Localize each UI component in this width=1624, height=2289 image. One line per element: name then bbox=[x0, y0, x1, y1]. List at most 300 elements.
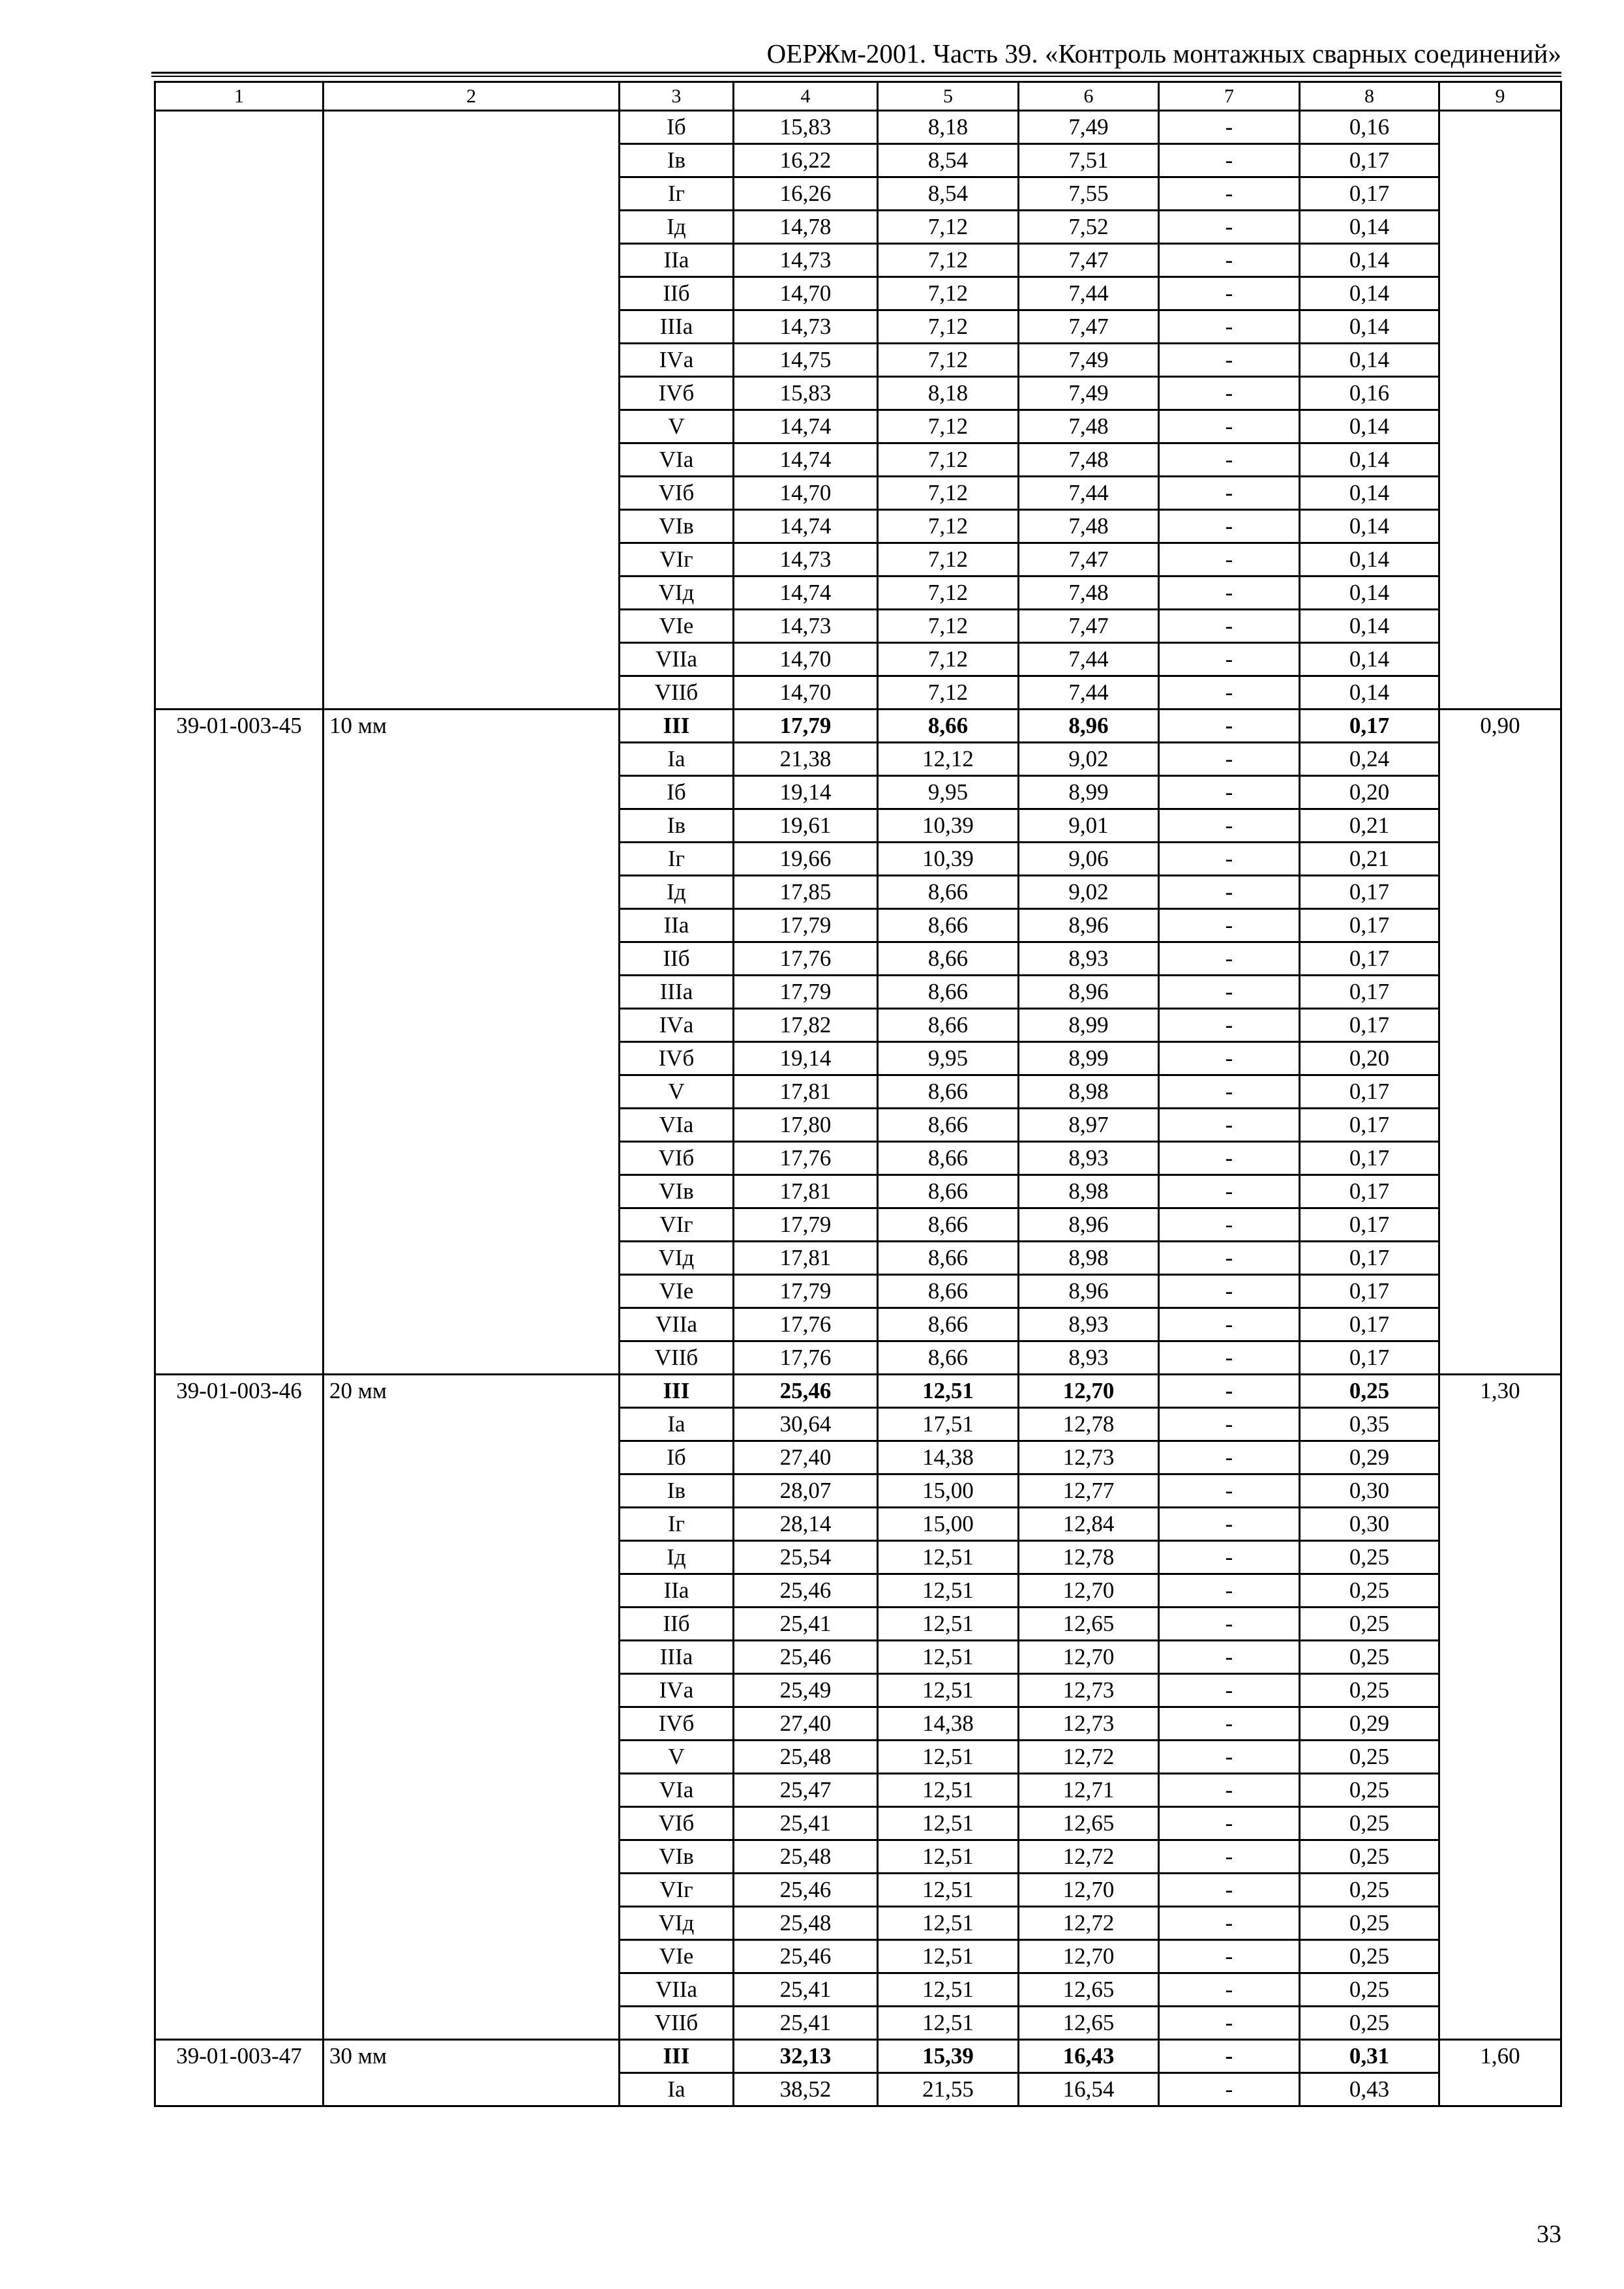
col7-value: - bbox=[1159, 310, 1300, 344]
col4-value: 17,85 bbox=[734, 876, 878, 909]
col4-value: 25,46 bbox=[734, 1641, 878, 1674]
col7-value: - bbox=[1159, 942, 1300, 976]
col5-value: 7,12 bbox=[878, 477, 1019, 510]
category-cell: Iб bbox=[620, 111, 734, 144]
col8-value: 0,14 bbox=[1300, 410, 1439, 443]
category-cell: VIIб bbox=[620, 676, 734, 710]
col7-value: - bbox=[1159, 1142, 1300, 1175]
category-cell: IIIа bbox=[620, 310, 734, 344]
col4-value: 25,54 bbox=[734, 1541, 878, 1574]
category-cell: VIб bbox=[620, 1142, 734, 1175]
category-cell: IIIа bbox=[620, 1641, 734, 1674]
category-cell: IIб bbox=[620, 277, 734, 310]
column-number: 3 bbox=[620, 82, 734, 111]
col8-value: 0,14 bbox=[1300, 443, 1439, 477]
col7-value: - bbox=[1159, 111, 1300, 144]
col7-value: - bbox=[1159, 1242, 1300, 1275]
col8-value: 0,21 bbox=[1300, 843, 1439, 876]
col4-value: 14,78 bbox=[734, 211, 878, 244]
col7-value: - bbox=[1159, 876, 1300, 909]
col5-value: 12,51 bbox=[878, 1641, 1019, 1674]
col6-value: 12,65 bbox=[1019, 1807, 1159, 1840]
category-cell: VIа bbox=[620, 1774, 734, 1807]
col8-value: 0,25 bbox=[1300, 1674, 1439, 1707]
col7-value: - bbox=[1159, 1109, 1300, 1142]
col7-value: - bbox=[1159, 443, 1300, 477]
col7-value: - bbox=[1159, 776, 1300, 809]
col8-value: 0,25 bbox=[1300, 1940, 1439, 1973]
category-cell: Iа bbox=[620, 1408, 734, 1441]
col6-value: 12,71 bbox=[1019, 1774, 1159, 1807]
col8-value: 0,17 bbox=[1300, 1109, 1439, 1142]
category-cell: Iд bbox=[620, 211, 734, 244]
col7-value: - bbox=[1159, 1009, 1300, 1042]
category-cell: VIа bbox=[620, 1109, 734, 1142]
col4-value: 17,79 bbox=[734, 909, 878, 942]
col4-value: 25,46 bbox=[734, 1874, 878, 1907]
col7-value: - bbox=[1159, 2007, 1300, 2040]
col6-value: 7,52 bbox=[1019, 211, 1159, 244]
col7-value: - bbox=[1159, 1474, 1300, 1508]
col7-value: - bbox=[1159, 410, 1300, 443]
col6-value: 12,72 bbox=[1019, 1741, 1159, 1774]
col5-value: 8,18 bbox=[878, 377, 1019, 410]
col7-value: - bbox=[1159, 244, 1300, 277]
col7-value: - bbox=[1159, 1408, 1300, 1441]
col7-value: - bbox=[1159, 477, 1300, 510]
col6-value: 12,73 bbox=[1019, 1674, 1159, 1707]
col8-value: 0,17 bbox=[1300, 1275, 1439, 1308]
col6-value: 7,44 bbox=[1019, 676, 1159, 710]
col8-value: 0,25 bbox=[1300, 1541, 1439, 1574]
col4-value: 14,70 bbox=[734, 643, 878, 676]
col8-value: 0,17 bbox=[1300, 976, 1439, 1009]
col8-value: 0,25 bbox=[1300, 1907, 1439, 1940]
rate-col9-value bbox=[1439, 111, 1561, 710]
col5-value: 8,66 bbox=[878, 1009, 1019, 1042]
column-number: 6 bbox=[1019, 82, 1159, 111]
col7-value: - bbox=[1159, 976, 1300, 1009]
category-cell: IVб bbox=[620, 1707, 734, 1741]
category-cell: VIIа bbox=[620, 1973, 734, 2007]
col7-value: - bbox=[1159, 1874, 1300, 1907]
rate-col9-value: 1,30 bbox=[1439, 1375, 1561, 2040]
col8-value: 0,20 bbox=[1300, 1042, 1439, 1075]
col5-value: 7,12 bbox=[878, 410, 1019, 443]
col6-value: 8,96 bbox=[1019, 976, 1159, 1009]
col7-value: - bbox=[1159, 1341, 1300, 1375]
col5-value: 7,12 bbox=[878, 211, 1019, 244]
col8-value: 0,14 bbox=[1300, 576, 1439, 610]
category-cell: Iб bbox=[620, 776, 734, 809]
col4-value: 14,73 bbox=[734, 543, 878, 576]
category-cell: VIIа bbox=[620, 1308, 734, 1341]
col7-value: - bbox=[1159, 1441, 1300, 1474]
col8-value: 0,29 bbox=[1300, 1707, 1439, 1741]
col7-value: - bbox=[1159, 1641, 1300, 1674]
col7-value: - bbox=[1159, 377, 1300, 410]
category-cell: IIа bbox=[620, 1574, 734, 1608]
col8-value: 0,25 bbox=[1300, 1973, 1439, 2007]
category-cell: Iг bbox=[620, 177, 734, 211]
running-header: ОЕРЖм-2001. Часть 39. «Контроль монтажных сварных соединений» bbox=[766, 38, 1561, 68]
col4-value: 19,14 bbox=[734, 1042, 878, 1075]
rate-description: 30 мм bbox=[323, 2040, 620, 2106]
col8-value: 0,25 bbox=[1300, 1375, 1439, 1408]
col7-value: - bbox=[1159, 843, 1300, 876]
col5-value: 10,39 bbox=[878, 843, 1019, 876]
category-cell: VIе bbox=[620, 610, 734, 643]
col8-value: 0,14 bbox=[1300, 344, 1439, 377]
rates-table bbox=[154, 81, 1562, 2107]
col5-value: 8,66 bbox=[878, 710, 1019, 743]
col8-value: 0,14 bbox=[1300, 610, 1439, 643]
col7-value: - bbox=[1159, 1275, 1300, 1308]
category-cell: IIа bbox=[620, 244, 734, 277]
col5-value: 8,66 bbox=[878, 909, 1019, 942]
col7-value: - bbox=[1159, 1940, 1300, 1973]
col4-value: 16,26 bbox=[734, 177, 878, 211]
header-rule bbox=[151, 72, 1561, 74]
col7-value: - bbox=[1159, 576, 1300, 610]
col8-value: 0,25 bbox=[1300, 1807, 1439, 1840]
col4-value: 14,70 bbox=[734, 676, 878, 710]
col7-value: - bbox=[1159, 211, 1300, 244]
column-number: 2 bbox=[323, 82, 620, 111]
col8-value: 0,17 bbox=[1300, 1009, 1439, 1042]
col4-value: 25,48 bbox=[734, 1840, 878, 1874]
category-cell: Iа bbox=[620, 2073, 734, 2106]
col4-value: 17,76 bbox=[734, 1308, 878, 1341]
category-cell: Iв bbox=[620, 144, 734, 177]
col8-value: 0,25 bbox=[1300, 1774, 1439, 1807]
column-number: 9 bbox=[1439, 82, 1561, 111]
col6-value: 12,84 bbox=[1019, 1508, 1159, 1541]
col7-value: - bbox=[1159, 543, 1300, 576]
col4-value: 25,49 bbox=[734, 1674, 878, 1707]
col8-value: 0,35 bbox=[1300, 1408, 1439, 1441]
col8-value: 0,17 bbox=[1300, 876, 1439, 909]
col4-value: 25,41 bbox=[734, 2007, 878, 2040]
col4-value: 17,76 bbox=[734, 1341, 878, 1375]
col8-value: 0,14 bbox=[1300, 543, 1439, 576]
col7-value: - bbox=[1159, 1608, 1300, 1641]
category-cell: VIв bbox=[620, 1840, 734, 1874]
col5-value: 7,12 bbox=[878, 310, 1019, 344]
col8-value: 0,21 bbox=[1300, 809, 1439, 843]
col4-value: 17,79 bbox=[734, 710, 878, 743]
col6-value: 7,55 bbox=[1019, 177, 1159, 211]
column-number: 4 bbox=[734, 82, 878, 111]
table-row bbox=[155, 2040, 1561, 2073]
col7-value: - bbox=[1159, 1707, 1300, 1741]
col4-value: 28,14 bbox=[734, 1508, 878, 1541]
col4-value: 25,48 bbox=[734, 1907, 878, 1940]
category-cell: IIб bbox=[620, 1608, 734, 1641]
col6-value: 7,44 bbox=[1019, 477, 1159, 510]
category-cell: VIд bbox=[620, 1907, 734, 1940]
col5-value: 12,51 bbox=[878, 1574, 1019, 1608]
col8-value: 0,17 bbox=[1300, 144, 1439, 177]
column-number: 5 bbox=[878, 82, 1019, 111]
category-cell: IVа bbox=[620, 1674, 734, 1707]
rate-col9-value: 0,90 bbox=[1439, 710, 1561, 1375]
col8-value: 0,17 bbox=[1300, 909, 1439, 942]
col8-value: 0,14 bbox=[1300, 510, 1439, 543]
category-cell: III bbox=[620, 1375, 734, 1408]
col4-value: 17,79 bbox=[734, 1208, 878, 1242]
col6-value: 8,96 bbox=[1019, 1208, 1159, 1242]
col6-value: 12,77 bbox=[1019, 1474, 1159, 1508]
col7-value: - bbox=[1159, 1741, 1300, 1774]
col6-value: 7,48 bbox=[1019, 443, 1159, 477]
col4-value: 17,81 bbox=[734, 1242, 878, 1275]
col7-value: - bbox=[1159, 909, 1300, 942]
col8-value: 0,20 bbox=[1300, 776, 1439, 809]
col8-value: 0,14 bbox=[1300, 310, 1439, 344]
col7-value: - bbox=[1159, 1075, 1300, 1109]
col6-value: 7,48 bbox=[1019, 510, 1159, 543]
col4-value: 25,46 bbox=[734, 1940, 878, 1973]
col8-value: 0,29 bbox=[1300, 1441, 1439, 1474]
col4-value: 25,46 bbox=[734, 1375, 878, 1408]
category-cell: III bbox=[620, 710, 734, 743]
col4-value: 15,83 bbox=[734, 377, 878, 410]
col5-value: 8,66 bbox=[878, 1275, 1019, 1308]
col6-value: 8,98 bbox=[1019, 1075, 1159, 1109]
col6-value: 7,49 bbox=[1019, 377, 1159, 410]
col6-value: 9,02 bbox=[1019, 743, 1159, 776]
category-cell: IIб bbox=[620, 942, 734, 976]
col6-value: 12,70 bbox=[1019, 1375, 1159, 1408]
category-cell: Iв bbox=[620, 809, 734, 843]
col8-value: 0,17 bbox=[1300, 1208, 1439, 1242]
col5-value: 8,66 bbox=[878, 1075, 1019, 1109]
col4-value: 14,74 bbox=[734, 576, 878, 610]
col7-value: - bbox=[1159, 1574, 1300, 1608]
col4-value: 17,79 bbox=[734, 1275, 878, 1308]
col5-value: 8,54 bbox=[878, 177, 1019, 211]
col4-value: 14,70 bbox=[734, 277, 878, 310]
col7-value: - bbox=[1159, 710, 1300, 743]
col5-value: 7,12 bbox=[878, 610, 1019, 643]
col5-value: 12,51 bbox=[878, 1375, 1019, 1408]
col6-value: 12,70 bbox=[1019, 1874, 1159, 1907]
col5-value: 15,00 bbox=[878, 1508, 1019, 1541]
table-row bbox=[155, 111, 1561, 144]
col6-value: 12,78 bbox=[1019, 1408, 1159, 1441]
category-cell: Iв bbox=[620, 1474, 734, 1508]
col7-value: - bbox=[1159, 144, 1300, 177]
col5-value: 15,39 bbox=[878, 2040, 1019, 2073]
category-cell: V bbox=[620, 1075, 734, 1109]
category-cell: IVб bbox=[620, 377, 734, 410]
col6-value: 12,73 bbox=[1019, 1441, 1159, 1474]
col4-value: 38,52 bbox=[734, 2073, 878, 2106]
col4-value: 14,74 bbox=[734, 410, 878, 443]
col5-value: 9,95 bbox=[878, 776, 1019, 809]
col6-value: 7,49 bbox=[1019, 344, 1159, 377]
col5-value: 12,51 bbox=[878, 1973, 1019, 2007]
column-number: 7 bbox=[1159, 82, 1300, 111]
category-cell: VIв bbox=[620, 510, 734, 543]
col7-value: - bbox=[1159, 743, 1300, 776]
col4-value: 17,81 bbox=[734, 1075, 878, 1109]
col5-value: 8,66 bbox=[878, 876, 1019, 909]
col8-value: 0,17 bbox=[1300, 710, 1439, 743]
col6-value: 12,70 bbox=[1019, 1940, 1159, 1973]
col6-value: 16,54 bbox=[1019, 2073, 1159, 2106]
col8-value: 0,17 bbox=[1300, 1242, 1439, 1275]
col5-value: 8,66 bbox=[878, 1142, 1019, 1175]
category-cell: Iг bbox=[620, 1508, 734, 1541]
col6-value: 7,44 bbox=[1019, 277, 1159, 310]
col6-value: 12,65 bbox=[1019, 2007, 1159, 2040]
col8-value: 0,17 bbox=[1300, 1075, 1439, 1109]
col5-value: 12,51 bbox=[878, 1774, 1019, 1807]
category-cell: IIIа bbox=[620, 976, 734, 1009]
category-cell: IVб bbox=[620, 1042, 734, 1075]
col4-value: 32,13 bbox=[734, 2040, 878, 2073]
col8-value: 0,14 bbox=[1300, 643, 1439, 676]
col4-value: 17,81 bbox=[734, 1175, 878, 1208]
col4-value: 25,47 bbox=[734, 1774, 878, 1807]
rate-code: 39-01-003-45 bbox=[155, 710, 323, 1375]
rate-col9-value: 1,60 bbox=[1439, 2040, 1561, 2106]
col7-value: - bbox=[1159, 1807, 1300, 1840]
col5-value: 17,51 bbox=[878, 1408, 1019, 1441]
col4-value: 14,74 bbox=[734, 510, 878, 543]
table-row bbox=[155, 1375, 1561, 1408]
col4-value: 14,75 bbox=[734, 344, 878, 377]
table-row bbox=[155, 710, 1561, 743]
category-cell: Iд bbox=[620, 1541, 734, 1574]
rate-description bbox=[323, 111, 620, 710]
col6-value: 8,99 bbox=[1019, 776, 1159, 809]
col7-value: - bbox=[1159, 1175, 1300, 1208]
col7-value: - bbox=[1159, 676, 1300, 710]
col5-value: 12,51 bbox=[878, 1674, 1019, 1707]
col8-value: 0,17 bbox=[1300, 1308, 1439, 1341]
col4-value: 21,38 bbox=[734, 743, 878, 776]
col4-value: 17,76 bbox=[734, 942, 878, 976]
col5-value: 8,66 bbox=[878, 1341, 1019, 1375]
category-cell: VIб bbox=[620, 477, 734, 510]
col6-value: 7,47 bbox=[1019, 310, 1159, 344]
col4-value: 14,73 bbox=[734, 244, 878, 277]
col6-value: 8,93 bbox=[1019, 1142, 1159, 1175]
col5-value: 7,12 bbox=[878, 576, 1019, 610]
rate-code: 39-01-003-47 bbox=[155, 2040, 323, 2106]
col6-value: 8,99 bbox=[1019, 1009, 1159, 1042]
col6-value: 8,93 bbox=[1019, 1341, 1159, 1375]
col7-value: - bbox=[1159, 809, 1300, 843]
category-cell: V bbox=[620, 410, 734, 443]
col4-value: 28,07 bbox=[734, 1474, 878, 1508]
col8-value: 0,25 bbox=[1300, 1874, 1439, 1907]
col4-value: 14,70 bbox=[734, 477, 878, 510]
category-cell: III bbox=[620, 2040, 734, 2073]
col4-value: 25,41 bbox=[734, 1973, 878, 2007]
col5-value: 7,12 bbox=[878, 344, 1019, 377]
category-cell: VIб bbox=[620, 1807, 734, 1840]
column-number: 1 bbox=[155, 82, 323, 111]
col8-value: 0,24 bbox=[1300, 743, 1439, 776]
col4-value: 25,46 bbox=[734, 1574, 878, 1608]
col8-value: 0,25 bbox=[1300, 1840, 1439, 1874]
col5-value: 8,18 bbox=[878, 111, 1019, 144]
col7-value: - bbox=[1159, 1042, 1300, 1075]
col5-value: 21,55 bbox=[878, 2073, 1019, 2106]
col8-value: 0,17 bbox=[1300, 177, 1439, 211]
col7-value: - bbox=[1159, 1508, 1300, 1541]
col5-value: 12,12 bbox=[878, 743, 1019, 776]
col8-value: 0,17 bbox=[1300, 1341, 1439, 1375]
category-cell: VIIа bbox=[620, 643, 734, 676]
col7-value: - bbox=[1159, 610, 1300, 643]
col8-value: 0,25 bbox=[1300, 2007, 1439, 2040]
col6-value: 8,96 bbox=[1019, 909, 1159, 942]
col5-value: 7,12 bbox=[878, 676, 1019, 710]
category-cell: VIд bbox=[620, 1242, 734, 1275]
col6-value: 12,72 bbox=[1019, 1907, 1159, 1940]
col4-value: 30,64 bbox=[734, 1408, 878, 1441]
col6-value: 12,70 bbox=[1019, 1574, 1159, 1608]
col5-value: 10,39 bbox=[878, 809, 1019, 843]
col4-value: 17,82 bbox=[734, 1009, 878, 1042]
col5-value: 8,66 bbox=[878, 1109, 1019, 1142]
category-cell: IVа bbox=[620, 1009, 734, 1042]
col7-value: - bbox=[1159, 2040, 1300, 2073]
col4-value: 17,76 bbox=[734, 1142, 878, 1175]
column-number: 8 bbox=[1300, 82, 1439, 111]
col7-value: - bbox=[1159, 1973, 1300, 2007]
rate-code: 39-01-003-46 bbox=[155, 1375, 323, 2040]
col5-value: 12,51 bbox=[878, 1807, 1019, 1840]
col8-value: 0,14 bbox=[1300, 211, 1439, 244]
col6-value: 12,65 bbox=[1019, 1608, 1159, 1641]
col8-value: 0,14 bbox=[1300, 676, 1439, 710]
category-cell: VIв bbox=[620, 1175, 734, 1208]
col6-value: 7,47 bbox=[1019, 610, 1159, 643]
col6-value: 8,93 bbox=[1019, 1308, 1159, 1341]
col7-value: - bbox=[1159, 1308, 1300, 1341]
category-cell: VIе bbox=[620, 1275, 734, 1308]
col6-value: 7,48 bbox=[1019, 410, 1159, 443]
col8-value: 0,25 bbox=[1300, 1741, 1439, 1774]
category-cell: VIд bbox=[620, 576, 734, 610]
column-numbers-row bbox=[155, 82, 1561, 111]
col5-value: 8,66 bbox=[878, 942, 1019, 976]
category-cell: VIа bbox=[620, 443, 734, 477]
col8-value: 0,30 bbox=[1300, 1474, 1439, 1508]
col6-value: 7,49 bbox=[1019, 111, 1159, 144]
col6-value: 9,06 bbox=[1019, 843, 1159, 876]
col6-value: 9,01 bbox=[1019, 809, 1159, 843]
col8-value: 0,17 bbox=[1300, 942, 1439, 976]
col8-value: 0,14 bbox=[1300, 244, 1439, 277]
col4-value: 17,80 bbox=[734, 1109, 878, 1142]
col5-value: 12,51 bbox=[878, 2007, 1019, 2040]
col5-value: 14,38 bbox=[878, 1707, 1019, 1741]
col5-value: 8,66 bbox=[878, 1308, 1019, 1341]
col6-value: 8,96 bbox=[1019, 710, 1159, 743]
col7-value: - bbox=[1159, 1840, 1300, 1874]
col5-value: 12,51 bbox=[878, 1940, 1019, 1973]
col5-value: 7,12 bbox=[878, 244, 1019, 277]
col5-value: 8,54 bbox=[878, 144, 1019, 177]
col7-value: - bbox=[1159, 1208, 1300, 1242]
